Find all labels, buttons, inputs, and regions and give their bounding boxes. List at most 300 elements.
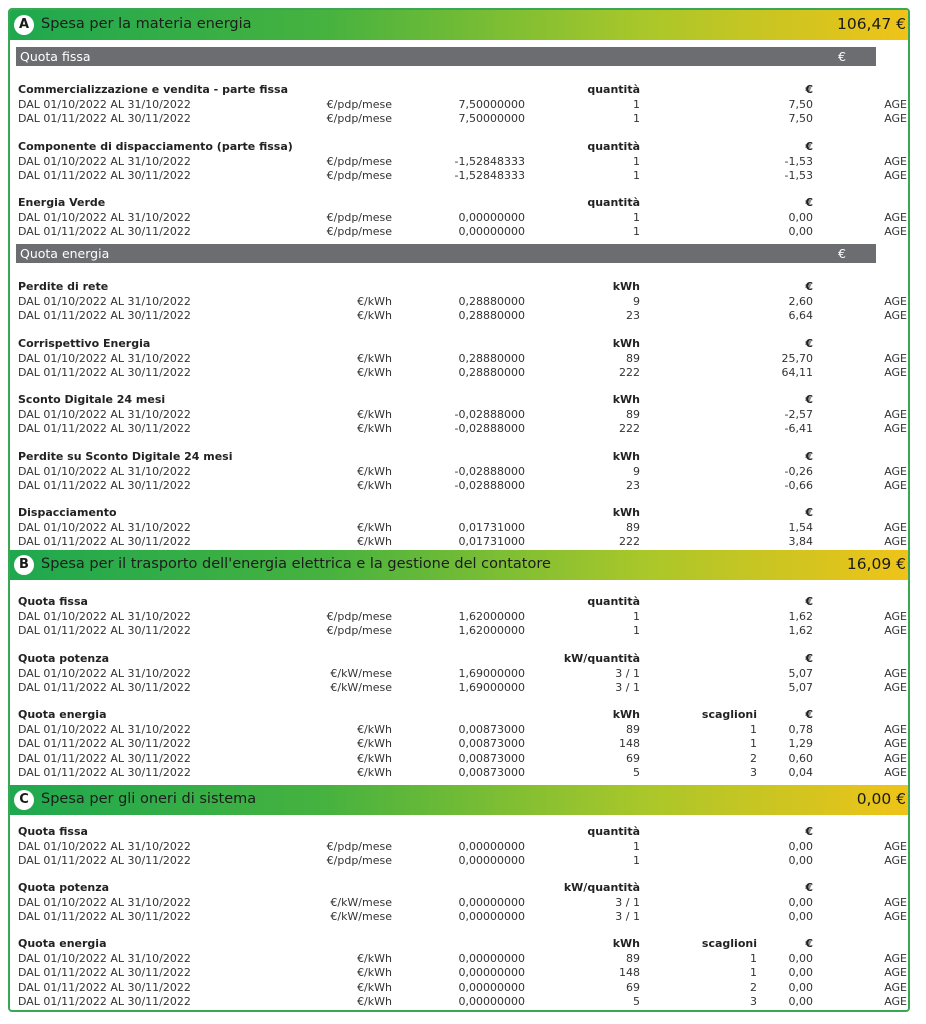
row-code: AGE: [884, 951, 907, 965]
row-code: AGE: [884, 910, 907, 923]
row-qty: 89: [626, 520, 640, 534]
table-row: [10, 667, 910, 682]
table-row: [10, 766, 910, 781]
table-row: [10, 535, 910, 550]
row-unit: €/pdp/mese: [326, 210, 392, 224]
row-period: DAL 01/10/2022 AL 31/10/2022: [18, 407, 191, 421]
row-code: AGE: [884, 154, 907, 168]
row-qty: 1: [633, 169, 640, 182]
section-a-total: 106,47 €: [836, 15, 906, 33]
row-code: AGE: [884, 737, 907, 750]
row-unit: €/kWh: [357, 980, 392, 994]
row-code: AGE: [884, 666, 907, 680]
qty-header: kWh: [612, 337, 640, 350]
row-price: -0,02888000: [454, 407, 525, 421]
row-amount: 5,07: [788, 681, 813, 694]
section-a-badge: A: [14, 15, 34, 35]
row-amount: 2,60: [788, 294, 813, 308]
row-unit: €/kWh: [357, 309, 392, 322]
row-qty: 9: [633, 464, 640, 478]
qty-header: kWh: [612, 450, 640, 463]
row-unit: €/kW/mese: [330, 666, 392, 680]
row-qty: 148: [619, 966, 640, 979]
row-period: DAL 01/11/2022 AL 30/11/2022: [18, 966, 191, 979]
table-row: [10, 352, 910, 367]
row-price: 0,00873000: [458, 737, 525, 750]
row-code: AGE: [884, 210, 907, 224]
row-qty: 222: [619, 366, 640, 379]
table-row: [10, 366, 910, 381]
block-c-quota-energia: [10, 937, 910, 1010]
section-b-header: [8, 550, 910, 580]
block-c-quota-fissa: [10, 825, 910, 869]
row-amount: 0,00: [788, 951, 813, 965]
row-qty: 9: [633, 294, 640, 308]
section-a-title: Spesa per la materia energia: [41, 16, 252, 32]
row-amount: 1,62: [788, 624, 813, 637]
row-price: 0,00873000: [458, 722, 525, 736]
row-code: AGE: [884, 407, 907, 421]
row-qty: 5: [633, 995, 640, 1008]
row-unit: €/kWh: [357, 422, 392, 435]
row-qty: 3 / 1: [615, 910, 640, 923]
subheader-quota-fissa: [16, 47, 876, 66]
row-price: 1,69000000: [458, 681, 525, 694]
subheader-quota-energia: [16, 244, 876, 263]
row-amount: 0,00: [788, 980, 813, 994]
section-b-title: Spesa per il trasporto dell'energia elettrica e la gestione del contatore: [41, 556, 551, 572]
row-period: DAL 01/11/2022 AL 30/11/2022: [18, 112, 191, 125]
row-price: 0,01731000: [458, 535, 525, 548]
section-b-total: 16,09 €: [846, 555, 906, 573]
row-amount: 0,00: [788, 210, 813, 224]
row-amount: 0,04: [788, 766, 813, 779]
row-qty: 1: [633, 210, 640, 224]
row-period: DAL 01/10/2022 AL 31/10/2022: [18, 839, 191, 853]
row-price: 0,00000000: [458, 854, 525, 867]
row-price: 1,62000000: [458, 609, 525, 623]
row-code: AGE: [884, 351, 907, 365]
row-unit: €/kWh: [357, 966, 392, 979]
row-code: AGE: [884, 895, 907, 909]
row-code: AGE: [884, 366, 907, 379]
row-code: AGE: [884, 169, 907, 182]
row-period: DAL 01/11/2022 AL 30/11/2022: [18, 535, 191, 548]
row-code: AGE: [884, 422, 907, 435]
row-code: AGE: [884, 839, 907, 853]
row-code: AGE: [884, 97, 907, 111]
row-code: AGE: [884, 722, 907, 736]
row-amount: 3,84: [788, 535, 813, 548]
row-unit: €/pdp/mese: [326, 97, 392, 111]
row-price: 0,00000000: [458, 839, 525, 853]
row-period: DAL 01/10/2022 AL 31/10/2022: [18, 951, 191, 965]
section-c-header: [8, 785, 910, 815]
row-unit: €/kWh: [357, 366, 392, 379]
row-step: 1: [750, 966, 757, 979]
row-code: AGE: [884, 294, 907, 308]
row-unit: €/kWh: [357, 479, 392, 492]
table-row: [10, 840, 910, 855]
block-title: Perdite di rete: [18, 280, 109, 293]
qty-header: kWh: [612, 937, 640, 950]
block-title: Corrispettivo Energia: [18, 337, 151, 350]
row-unit: €/kWh: [357, 951, 392, 965]
block-title: Commercializzazione e vendita - parte fissa: [18, 83, 289, 96]
row-unit: €/kW/mese: [330, 895, 392, 909]
table-row: [10, 169, 910, 184]
euro-header: €: [805, 595, 813, 608]
row-price: 0,00873000: [458, 766, 525, 779]
block-b-quota-potenza: [10, 652, 910, 696]
section-b-badge: B: [14, 555, 34, 575]
row-unit: €/kWh: [357, 351, 392, 365]
row-unit: €/pdp/mese: [326, 154, 392, 168]
row-period: DAL 01/10/2022 AL 31/10/2022: [18, 895, 191, 909]
row-price: 0,00873000: [458, 751, 525, 765]
table-row: [10, 966, 910, 981]
row-unit: €/kWh: [357, 766, 392, 779]
row-step: 3: [750, 995, 757, 1008]
row-price: -0,02888000: [454, 422, 525, 435]
euro-header: €: [805, 280, 813, 293]
table-row: [10, 681, 910, 696]
row-step: 1: [750, 951, 757, 965]
table-row: [10, 723, 910, 738]
table-row: [10, 854, 910, 869]
row-code: AGE: [884, 854, 907, 867]
row-amount: -0,26: [784, 464, 813, 478]
section-c-badge: C: [14, 790, 34, 810]
qty-header: kW/quantità: [563, 881, 640, 894]
row-code: AGE: [884, 995, 907, 1008]
euro-header: €: [805, 937, 813, 950]
block-corrispettivo-energia: [10, 337, 910, 381]
row-amount: 64,11: [781, 366, 813, 379]
row-qty: 23: [626, 309, 640, 322]
table-row: [10, 211, 910, 226]
table-row: [10, 752, 910, 767]
subheader-label: Quota fissa: [20, 49, 91, 64]
row-period: DAL 01/10/2022 AL 31/10/2022: [18, 154, 191, 168]
row-amount: 0,78: [788, 722, 813, 736]
block-title: Sconto Digitale 24 mesi: [18, 393, 166, 406]
row-unit: €/pdp/mese: [326, 112, 392, 125]
table-row: [10, 408, 910, 423]
row-period: DAL 01/11/2022 AL 30/11/2022: [18, 366, 191, 379]
row-price: 1,62000000: [458, 624, 525, 637]
block-perdite-di-rete: [10, 280, 910, 324]
row-qty: 148: [619, 737, 640, 750]
row-price: -0,02888000: [454, 464, 525, 478]
row-amount: 0,00: [788, 910, 813, 923]
block-title: Quota potenza: [18, 881, 110, 894]
row-qty: 222: [619, 535, 640, 548]
row-price: 7,50000000: [458, 97, 525, 111]
row-unit: €/pdp/mese: [326, 609, 392, 623]
row-price: 7,50000000: [458, 112, 525, 125]
row-price: 0,28880000: [458, 351, 525, 365]
row-step: 2: [750, 980, 757, 994]
qty-header: kWh: [612, 280, 640, 293]
row-code: AGE: [884, 309, 907, 322]
block-b-quota-fissa: [10, 595, 910, 639]
row-amount: 1,62: [788, 609, 813, 623]
qty-header: kWh: [612, 708, 640, 721]
row-price: 0,28880000: [458, 309, 525, 322]
row-period: DAL 01/10/2022 AL 31/10/2022: [18, 722, 191, 736]
row-code: AGE: [884, 520, 907, 534]
row-qty: 3 / 1: [615, 666, 640, 680]
row-amount: 1,54: [788, 520, 813, 534]
row-unit: €/kWh: [357, 520, 392, 534]
subheader-euro: €: [838, 49, 846, 64]
block-title: Componente di dispacciamento (parte fissa): [18, 140, 293, 153]
row-code: AGE: [884, 966, 907, 979]
row-period: DAL 01/11/2022 AL 30/11/2022: [18, 995, 191, 1008]
row-amount: -2,57: [784, 407, 813, 421]
table-row: [10, 981, 910, 996]
euro-header: €: [805, 83, 813, 96]
step-header: scaglioni: [701, 708, 757, 721]
row-price: 0,01731000: [458, 520, 525, 534]
row-amount: -0,66: [784, 479, 813, 492]
row-amount: 0,00: [788, 854, 813, 867]
row-amount: 6,64: [788, 309, 813, 322]
row-price: 0,00000000: [458, 980, 525, 994]
row-unit: €/kWh: [357, 995, 392, 1008]
row-amount: -6,41: [784, 422, 813, 435]
row-step: 1: [750, 722, 757, 736]
row-period: DAL 01/11/2022 AL 30/11/2022: [18, 169, 191, 182]
table-row: [10, 896, 910, 911]
row-unit: €/kWh: [357, 722, 392, 736]
row-period: DAL 01/10/2022 AL 31/10/2022: [18, 97, 191, 111]
table-row: [10, 98, 910, 113]
row-amount: 0,00: [788, 895, 813, 909]
row-price: 0,28880000: [458, 366, 525, 379]
bill-detail-panel: [8, 8, 910, 1012]
row-price: 0,00000000: [458, 225, 525, 238]
block-dispacciamento: [10, 506, 910, 550]
table-row: [10, 952, 910, 967]
table-row: [10, 479, 910, 494]
row-amount: -1,53: [784, 169, 813, 182]
row-period: DAL 01/10/2022 AL 31/10/2022: [18, 294, 191, 308]
row-price: 1,69000000: [458, 666, 525, 680]
row-amount: 0,00: [788, 995, 813, 1008]
subheader-euro: €: [838, 246, 846, 261]
qty-header: quantità: [587, 595, 640, 608]
qty-header: quantità: [587, 196, 640, 209]
qty-header: quantità: [587, 140, 640, 153]
table-row: [10, 112, 910, 127]
row-amount: 7,50: [788, 112, 813, 125]
row-unit: €/pdp/mese: [326, 169, 392, 182]
row-price: 0,00000000: [458, 995, 525, 1008]
row-qty: 1: [633, 97, 640, 111]
block-dispacciamento-fissa: [10, 140, 910, 184]
row-period: DAL 01/11/2022 AL 30/11/2022: [18, 681, 191, 694]
row-amount: 0,60: [788, 751, 813, 765]
table-row: [10, 995, 910, 1010]
table-row: [10, 610, 910, 625]
block-sconto-digitale: [10, 393, 910, 437]
section-c-total: 0,00 €: [856, 790, 906, 808]
row-qty: 1: [633, 154, 640, 168]
row-code: AGE: [884, 479, 907, 492]
section-c-title: Spesa per gli oneri di sistema: [41, 791, 257, 807]
euro-header: €: [805, 393, 813, 406]
row-price: 0,00000000: [458, 966, 525, 979]
row-qty: 89: [626, 951, 640, 965]
row-unit: €/kWh: [357, 751, 392, 765]
table-row: [10, 465, 910, 480]
block-title: Energia Verde: [18, 196, 106, 209]
row-qty: 3 / 1: [615, 681, 640, 694]
row-amount: 0,00: [788, 966, 813, 979]
row-amount: 25,70: [781, 351, 813, 365]
table-row: [10, 155, 910, 170]
row-period: DAL 01/11/2022 AL 30/11/2022: [18, 854, 191, 867]
row-period: DAL 01/10/2022 AL 31/10/2022: [18, 351, 191, 365]
row-code: AGE: [884, 609, 907, 623]
block-c-quota-potenza: [10, 881, 910, 925]
row-price: 0,00000000: [458, 895, 525, 909]
row-price: 0,28880000: [458, 294, 525, 308]
row-code: AGE: [884, 624, 907, 637]
row-period: DAL 01/11/2022 AL 30/11/2022: [18, 479, 191, 492]
block-title: Quota fissa: [18, 595, 88, 608]
table-row: [10, 422, 910, 437]
table-row: [10, 225, 910, 240]
block-energia-verde: [10, 196, 910, 240]
row-code: AGE: [884, 751, 907, 765]
euro-header: €: [805, 881, 813, 894]
block-title: Quota energia: [18, 708, 107, 721]
block-title: Quota fissa: [18, 825, 88, 838]
row-qty: 1: [633, 839, 640, 853]
euro-header: €: [805, 825, 813, 838]
row-price: -0,02888000: [454, 479, 525, 492]
row-code: AGE: [884, 980, 907, 994]
row-code: AGE: [884, 535, 907, 548]
row-code: AGE: [884, 112, 907, 125]
row-qty: 3 / 1: [615, 895, 640, 909]
row-qty: 89: [626, 351, 640, 365]
row-period: DAL 01/11/2022 AL 30/11/2022: [18, 766, 191, 779]
row-qty: 1: [633, 225, 640, 238]
row-qty: 89: [626, 407, 640, 421]
block-commercializzazione: [10, 83, 910, 127]
subheader-label: Quota energia: [20, 246, 110, 261]
table-row: [10, 521, 910, 536]
block-title: Perdite su Sconto Digitale 24 mesi: [18, 450, 233, 463]
row-qty: 23: [626, 479, 640, 492]
row-price: 0,00000000: [458, 910, 525, 923]
row-code: AGE: [884, 464, 907, 478]
qty-header: kWh: [612, 506, 640, 519]
row-period: DAL 01/10/2022 AL 31/10/2022: [18, 609, 191, 623]
row-period: DAL 01/11/2022 AL 30/11/2022: [18, 624, 191, 637]
row-price: -1,52848333: [454, 154, 525, 168]
block-title: Quota energia: [18, 937, 107, 950]
row-amount: -1,53: [784, 154, 813, 168]
block-title: Quota potenza: [18, 652, 110, 665]
row-price: -1,52848333: [454, 169, 525, 182]
row-period: DAL 01/11/2022 AL 30/11/2022: [18, 751, 191, 765]
row-unit: €/pdp/mese: [326, 225, 392, 238]
row-amount: 0,00: [788, 839, 813, 853]
euro-header: €: [805, 506, 813, 519]
row-amount: 0,00: [788, 225, 813, 238]
row-unit: €/pdp/mese: [326, 839, 392, 853]
row-code: AGE: [884, 681, 907, 694]
row-unit: €/pdp/mese: [326, 854, 392, 867]
row-qty: 69: [626, 980, 640, 994]
row-period: DAL 01/10/2022 AL 31/10/2022: [18, 464, 191, 478]
row-step: 3: [750, 766, 757, 779]
euro-header: €: [805, 140, 813, 153]
row-period: DAL 01/11/2022 AL 30/11/2022: [18, 737, 191, 750]
table-row: [10, 295, 910, 310]
euro-header: €: [805, 652, 813, 665]
row-qty: 1: [633, 624, 640, 637]
euro-header: €: [805, 196, 813, 209]
euro-header: €: [805, 708, 813, 721]
row-qty: 1: [633, 112, 640, 125]
section-a-header: [8, 10, 910, 40]
row-price: 0,00000000: [458, 210, 525, 224]
row-amount: 7,50: [788, 97, 813, 111]
table-row: [10, 737, 910, 752]
row-qty: 5: [633, 766, 640, 779]
row-amount: 1,29: [788, 737, 813, 750]
row-price: 0,00000000: [458, 951, 525, 965]
row-qty: 1: [633, 609, 640, 623]
row-step: 2: [750, 751, 757, 765]
table-row: [10, 309, 910, 324]
qty-header: kW/quantità: [563, 652, 640, 665]
row-code: AGE: [884, 766, 907, 779]
euro-header: €: [805, 337, 813, 350]
row-unit: €/kWh: [357, 737, 392, 750]
row-unit: €/kWh: [357, 464, 392, 478]
block-b-quota-energia: [10, 708, 910, 781]
qty-header: kWh: [612, 393, 640, 406]
row-qty: 89: [626, 722, 640, 736]
euro-header: €: [805, 450, 813, 463]
row-period: DAL 01/10/2022 AL 31/10/2022: [18, 520, 191, 534]
qty-header: quantità: [587, 825, 640, 838]
block-perdite-sconto: [10, 450, 910, 494]
row-unit: €/kWh: [357, 294, 392, 308]
qty-header: quantità: [587, 83, 640, 96]
row-unit: €/kWh: [357, 407, 392, 421]
row-qty: 1: [633, 854, 640, 867]
row-unit: €/kW/mese: [330, 681, 392, 694]
row-step: 1: [750, 737, 757, 750]
row-period: DAL 01/11/2022 AL 30/11/2022: [18, 910, 191, 923]
row-period: DAL 01/11/2022 AL 30/11/2022: [18, 980, 191, 994]
row-qty: 69: [626, 751, 640, 765]
block-title: Dispacciamento: [18, 506, 117, 519]
row-qty: 222: [619, 422, 640, 435]
table-row: [10, 910, 910, 925]
table-row: [10, 624, 910, 639]
step-header: scaglioni: [701, 937, 757, 950]
row-period: DAL 01/10/2022 AL 31/10/2022: [18, 666, 191, 680]
